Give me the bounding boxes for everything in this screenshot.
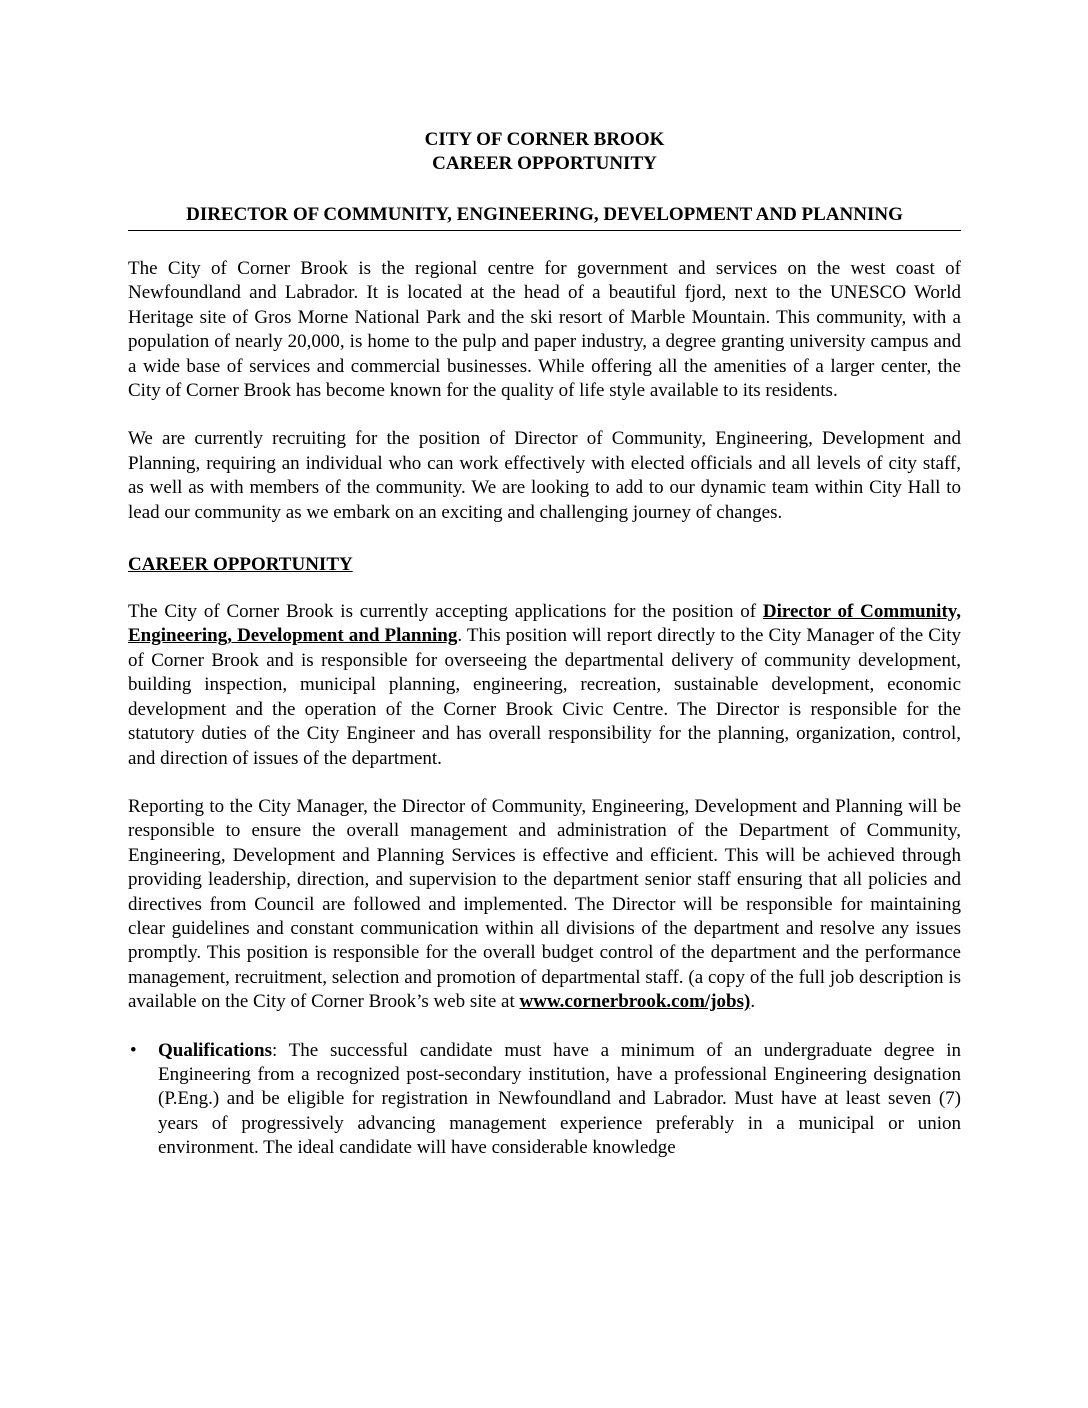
opportunity-text-end: . This position will report directly to the City Manager of the City of Corner Brook and is responsible for overseeing the departmental delivery of community development, building inspection, municipal planning, engineering, recreation, sustainable development, economic development and the operation of the Corner Brook Civic Centre. The Director is responsible for the statutory duties of the City Engineer and has overall responsibility for the planning, organization, control, and direction of issues of the department. bbox=[128, 625, 961, 769]
intro-paragraph-1: The City of Corner Brook is the regional centre for government and services on the west coast of Newfoundland and Labrador. It is located at the head of a beautiful fjord, next to the UNESCO World Heritage site of Gros Morne National Park and the ski resort of Marble Mountain. This community, with a population of nearly 20,000, is home to the pulp and paper industry, a degree granting university campus and a wide base of services and commercial businesses. While offering all the amenities of a larger center, the City of Corner Brook has become known for the quality of life style available to its residents. bbox=[128, 258, 961, 402]
document-page bbox=[128, 128, 961, 1161]
career-opportunity-heading: CAREER OPPORTUNITY bbox=[432, 153, 657, 174]
city-name-heading: CITY OF CORNER BROOK bbox=[424, 129, 665, 150]
reporting-text-end: . bbox=[750, 991, 756, 1013]
title-divider bbox=[128, 230, 961, 231]
requirements-list bbox=[128, 1039, 961, 1161]
opportunity-text-start: The City of Corner Brook is currently accepting applications for the position of bbox=[128, 601, 763, 623]
list-item bbox=[128, 1039, 961, 1161]
job-title: DIRECTOR OF COMMUNITY, ENGINEERING, DEVELOPMENT AND PLANNING bbox=[186, 204, 903, 225]
qualifications-text: : The successful candidate must have a minimum of an undergraduate degree in Engineering from a recognized post-secondary institution, have a professional Engineering designation (P.Eng.) and be eligible for registration in Newfoundland and Labrador. Must have at least seven (7) years of progressively advancing management experience preferably in a municipal or union environment. The ideal candidate will have considerable knowledge bbox=[158, 1039, 961, 1159]
jobs-link[interactable]: www.cornerbrook.com/jobs) bbox=[519, 991, 751, 1013]
qualifications-label: Qualifications bbox=[158, 1039, 273, 1061]
intro-paragraph-2: We are currently recruiting for the position of Director of Community, Engineering, Development and Planning, requiring an individual who can work effectively with elected officials and all levels of city staff, as well as with members of the community. We are looking to add to our dynamic team within City Hall to lead our community as we embark on an exciting and challenging journey of changes. bbox=[128, 428, 961, 523]
reporting-text: Reporting to the City Manager, the Director of Community, Engineering, Development and Planning will be responsible to ensure the overall management and administration of the Department of Community, Engineering, Development and Planning Services is effective and efficient. This will be achieved through providing leadership, direction, and supervision to the department senior staff ensuring that all policies and directives from Council are followed and implemented. The Director will be responsible for maintaining clear guidelines and constant communication within all divisions of the department and resolve any issues promptly. This position is responsible for the overall budget control of the department and the performance management, recruitment, selection and promotion of departmental staff. (a copy of the full job description is available on the City of Corner Brook’s web site at bbox=[128, 795, 961, 1013]
section-heading: CAREER OPPORTUNITY bbox=[128, 554, 353, 576]
qualifications-paragraph bbox=[158, 1039, 961, 1161]
position-name: Director of Community, Engineering, Development and Planning bbox=[128, 601, 961, 647]
document-header bbox=[128, 128, 961, 176]
opportunity-paragraph-2 bbox=[128, 795, 961, 1015]
bullet-icon: • bbox=[130, 1039, 137, 1061]
opportunity-paragraph-1 bbox=[128, 600, 961, 771]
